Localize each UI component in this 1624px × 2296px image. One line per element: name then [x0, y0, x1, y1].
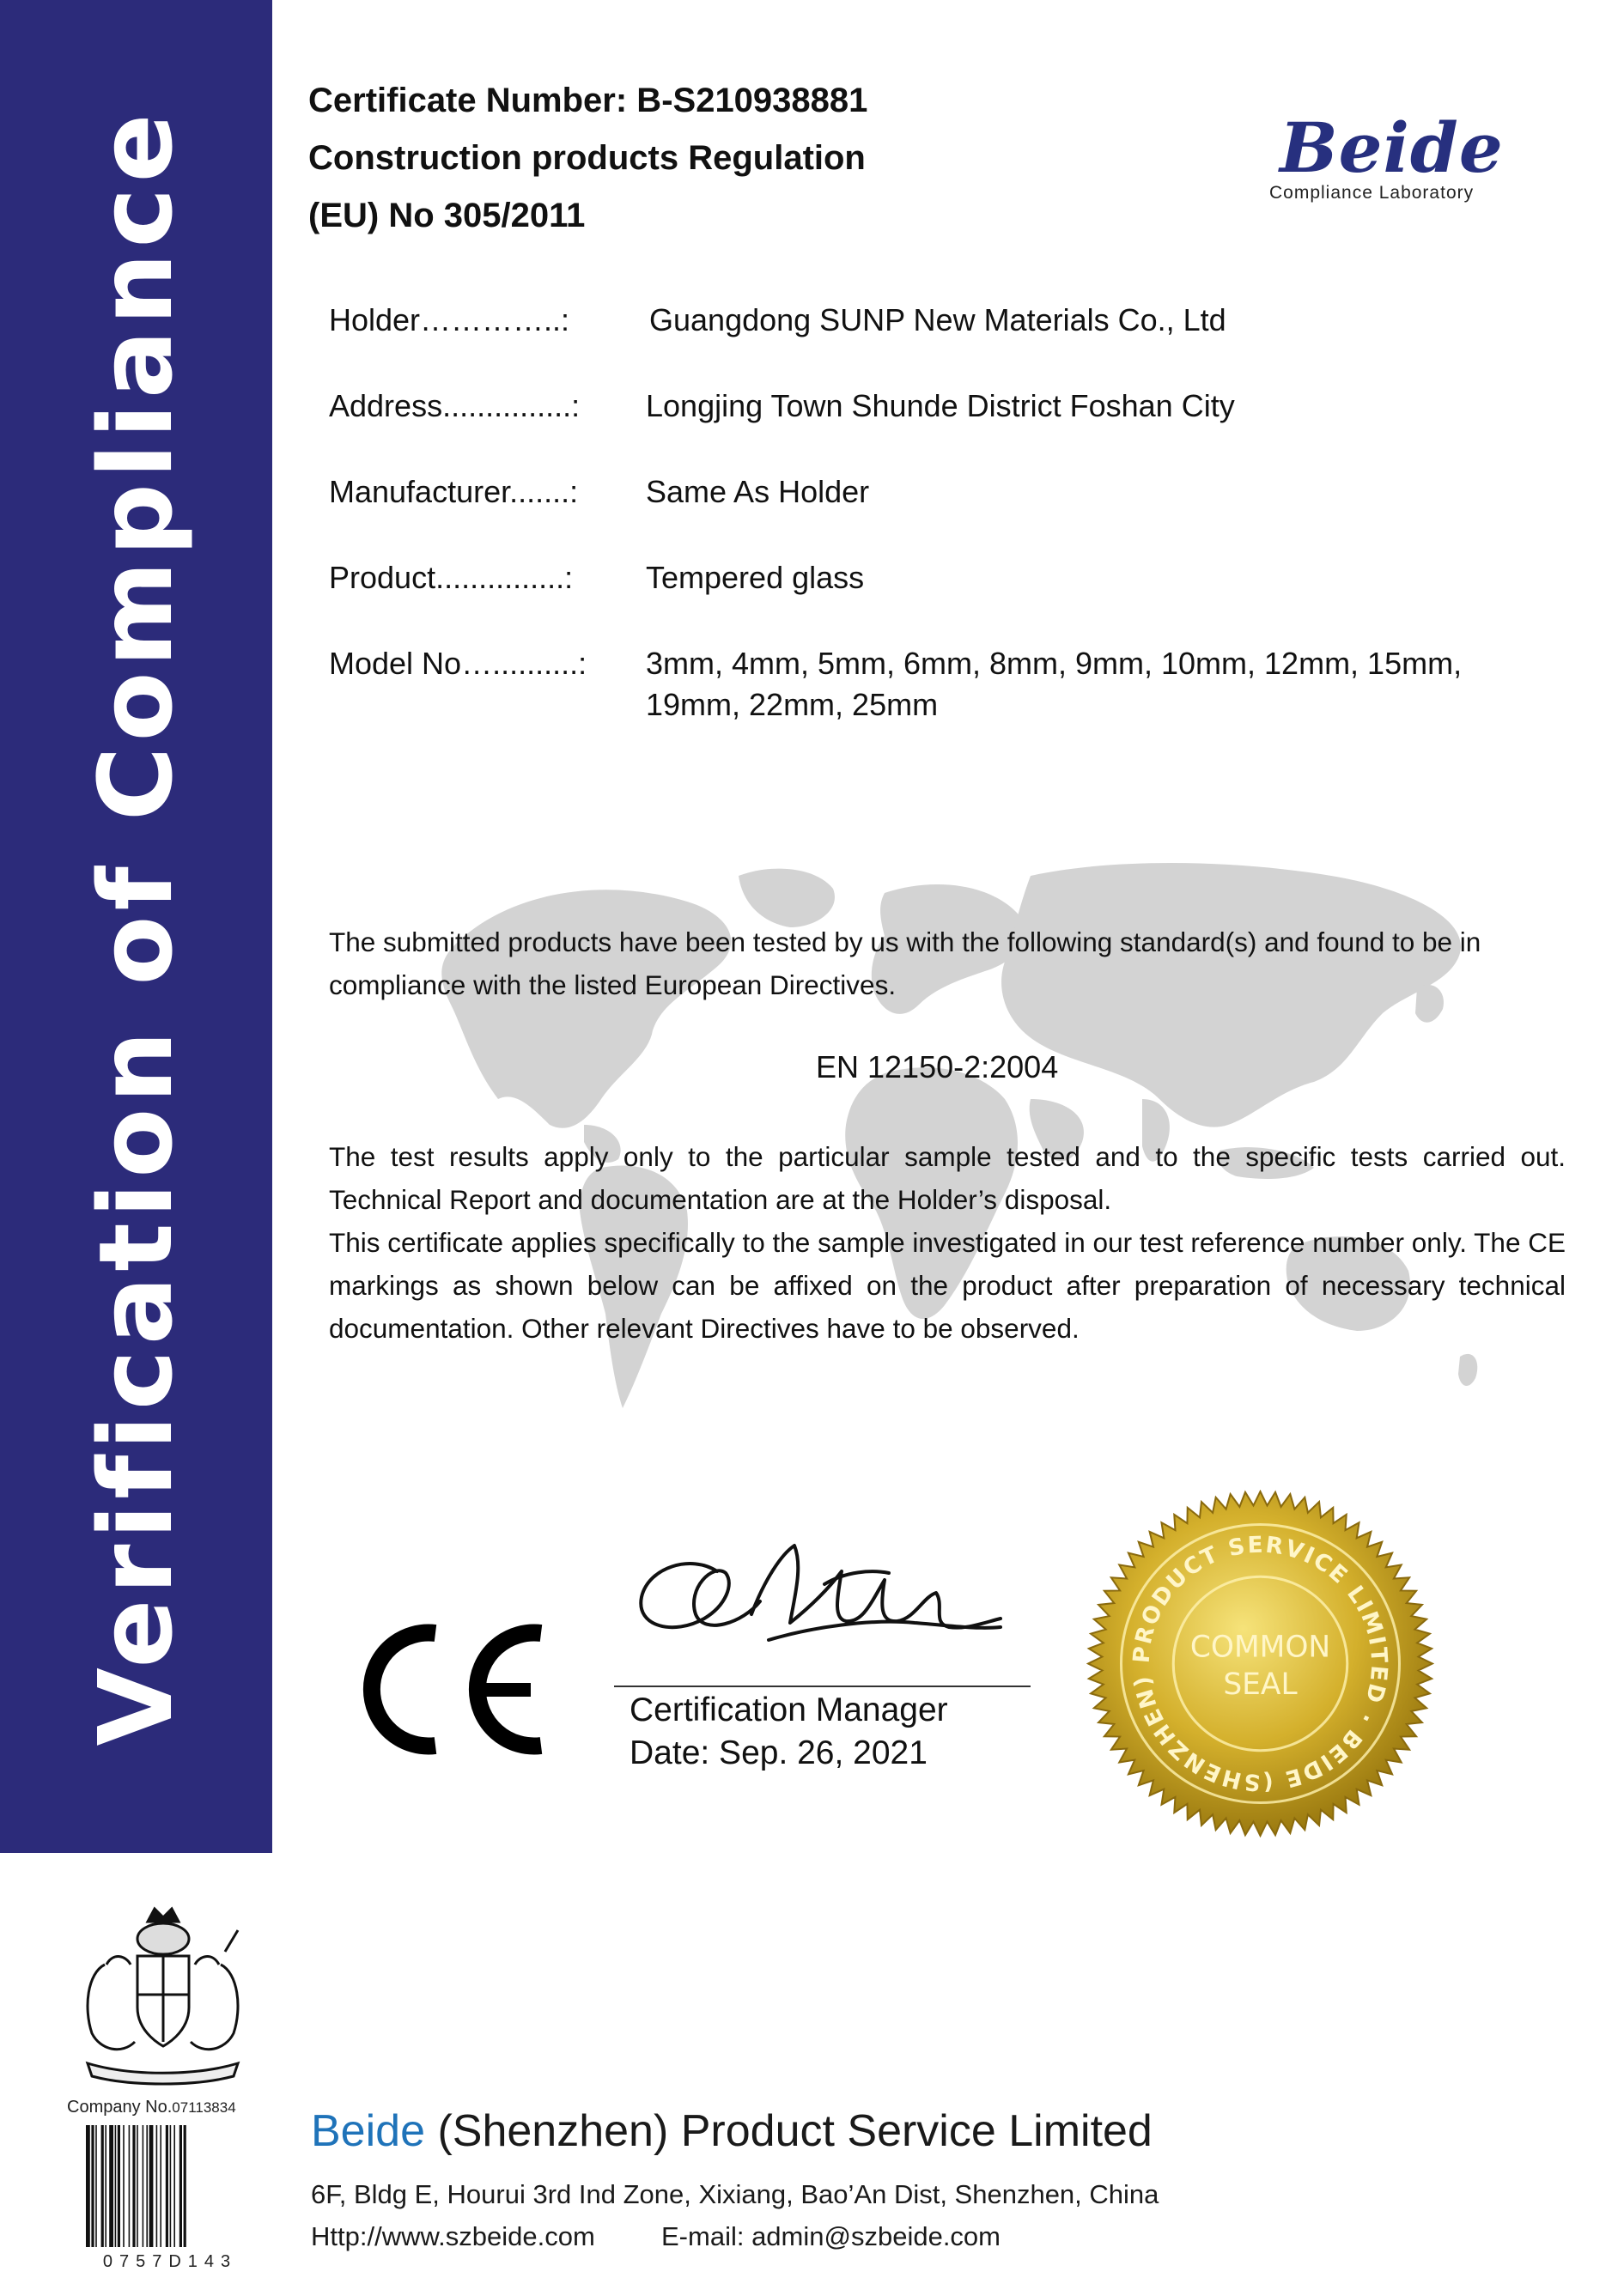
ce-marking-note: This certificate applies specifically to the sample investigated in our test reference number only. The CE markings as shown below can be affixed on the product after preparation of necessary technical documentation. Other relevant Directives have to be observed. [329, 1227, 1566, 1344]
barcode-bar [123, 2125, 125, 2247]
company-no-label: Company No. [67, 2098, 173, 2117]
company-name [311, 2105, 1153, 2157]
product-value: Tempered glass [646, 560, 865, 595]
barcode-bar [179, 2125, 182, 2247]
barcode-bar [95, 2125, 97, 2247]
barcode-number: 0757D143 [102, 2252, 238, 2271]
barcode [84, 2125, 256, 2247]
address-label: Address...............: [329, 388, 581, 423]
barcode-bar [146, 2125, 148, 2247]
regulation-number: (EU) No 305/2011 [308, 197, 586, 234]
barcode-bar [109, 2125, 113, 2247]
coat-of-arms-icon [53, 1904, 272, 2093]
model-value: 3mm, 4mm, 5mm, 6mm, 8mm, 9mm, 10mm, 12mm, 15mm, [646, 646, 1463, 681]
company-no-value: 07113834 [172, 2099, 236, 2116]
company-email[interactable]: E-mail: admin@szbeide.com [661, 2221, 1001, 2251]
regulation-title: Construction products Regulation [308, 139, 866, 177]
company-website[interactable]: Http://www.szbeide.com [311, 2221, 595, 2251]
certificate-date: Date: Sep. 26, 2021 [630, 1734, 928, 1771]
company-number [67, 2098, 236, 2117]
barcode-bar [129, 2125, 131, 2247]
company-address: 6F, Bldg E, Hourui 3rd Ind Zone, Xixiang, Bao’An Dist, Shenzhen, China [311, 2179, 1159, 2209]
company-name-rest: (Shenzhen) Product Service Limited [425, 2106, 1153, 2156]
barcode-bar [160, 2125, 161, 2247]
barcode-bar [173, 2125, 175, 2247]
barcode-bar [115, 2125, 117, 2247]
barcode-bar [166, 2125, 168, 2247]
logo-subtitle: Compliance Laboratory [1269, 183, 1475, 203]
compliance-statement: The submitted products have been tested by us with the following standard(s) and found to be in compliance with the listed European Directives. [329, 926, 1481, 1000]
company-brand: Beide [311, 2106, 425, 2156]
barcode-bar [137, 2125, 138, 2247]
barcode-bar [149, 2125, 154, 2247]
common-seal [1086, 1490, 1434, 1837]
barcode-bar [91, 2125, 94, 2247]
model-value-continued: 19mm, 22mm, 25mm [646, 687, 939, 722]
handwritten-signature [623, 1520, 1009, 1666]
holder-value: Guangdong SUNP New Materials Co., Ltd [649, 302, 1226, 337]
certificate-number: Certificate Number: B-S210938881 [308, 82, 868, 119]
standard-reference: EN 12150-2:2004 [816, 1049, 1059, 1084]
vertical-title: Verification of Compliance [76, 108, 195, 1746]
seal-ring-text: PRODUCT SERVICE LIMITED · BEIDE (SHENZHEN) [1128, 1532, 1392, 1795]
barcode-bar [105, 2125, 106, 2247]
test-results-note: The test results apply only to the particular sample tested and to the specific tests carried out. Technical Report and documentation are at the Holder’s disposal. [329, 1141, 1566, 1215]
certification-manager-label: Certification Manager [630, 1692, 948, 1728]
manufacturer-value: Same As Holder [646, 474, 870, 509]
ce-mark-icon [339, 1614, 554, 1765]
seal-center-line1: COMMON [1189, 1630, 1331, 1665]
address-value: Longjing Town Shunde District Foshan City [646, 388, 1235, 423]
product-label: Product...............: [329, 560, 574, 595]
barcode-bar [101, 2125, 104, 2247]
barcode-bar [132, 2125, 135, 2247]
signature-line [614, 1686, 1031, 1687]
barcode-bar [118, 2125, 120, 2247]
barcode-bar [143, 2125, 144, 2247]
barcode-bar [86, 2125, 90, 2247]
logo-word: Beide [1280, 107, 1504, 188]
barcode-bar [170, 2125, 172, 2247]
barcode-bar [184, 2125, 186, 2247]
barcode-bar [156, 2125, 158, 2247]
seal-center-line2: SEAL [1223, 1667, 1298, 1702]
beide-logo [1262, 107, 1554, 219]
holder-label: Holder…………..: [329, 302, 570, 337]
model-label: Model No…..........: [329, 646, 587, 681]
manufacturer-label: Manufacturer.......: [329, 474, 579, 509]
